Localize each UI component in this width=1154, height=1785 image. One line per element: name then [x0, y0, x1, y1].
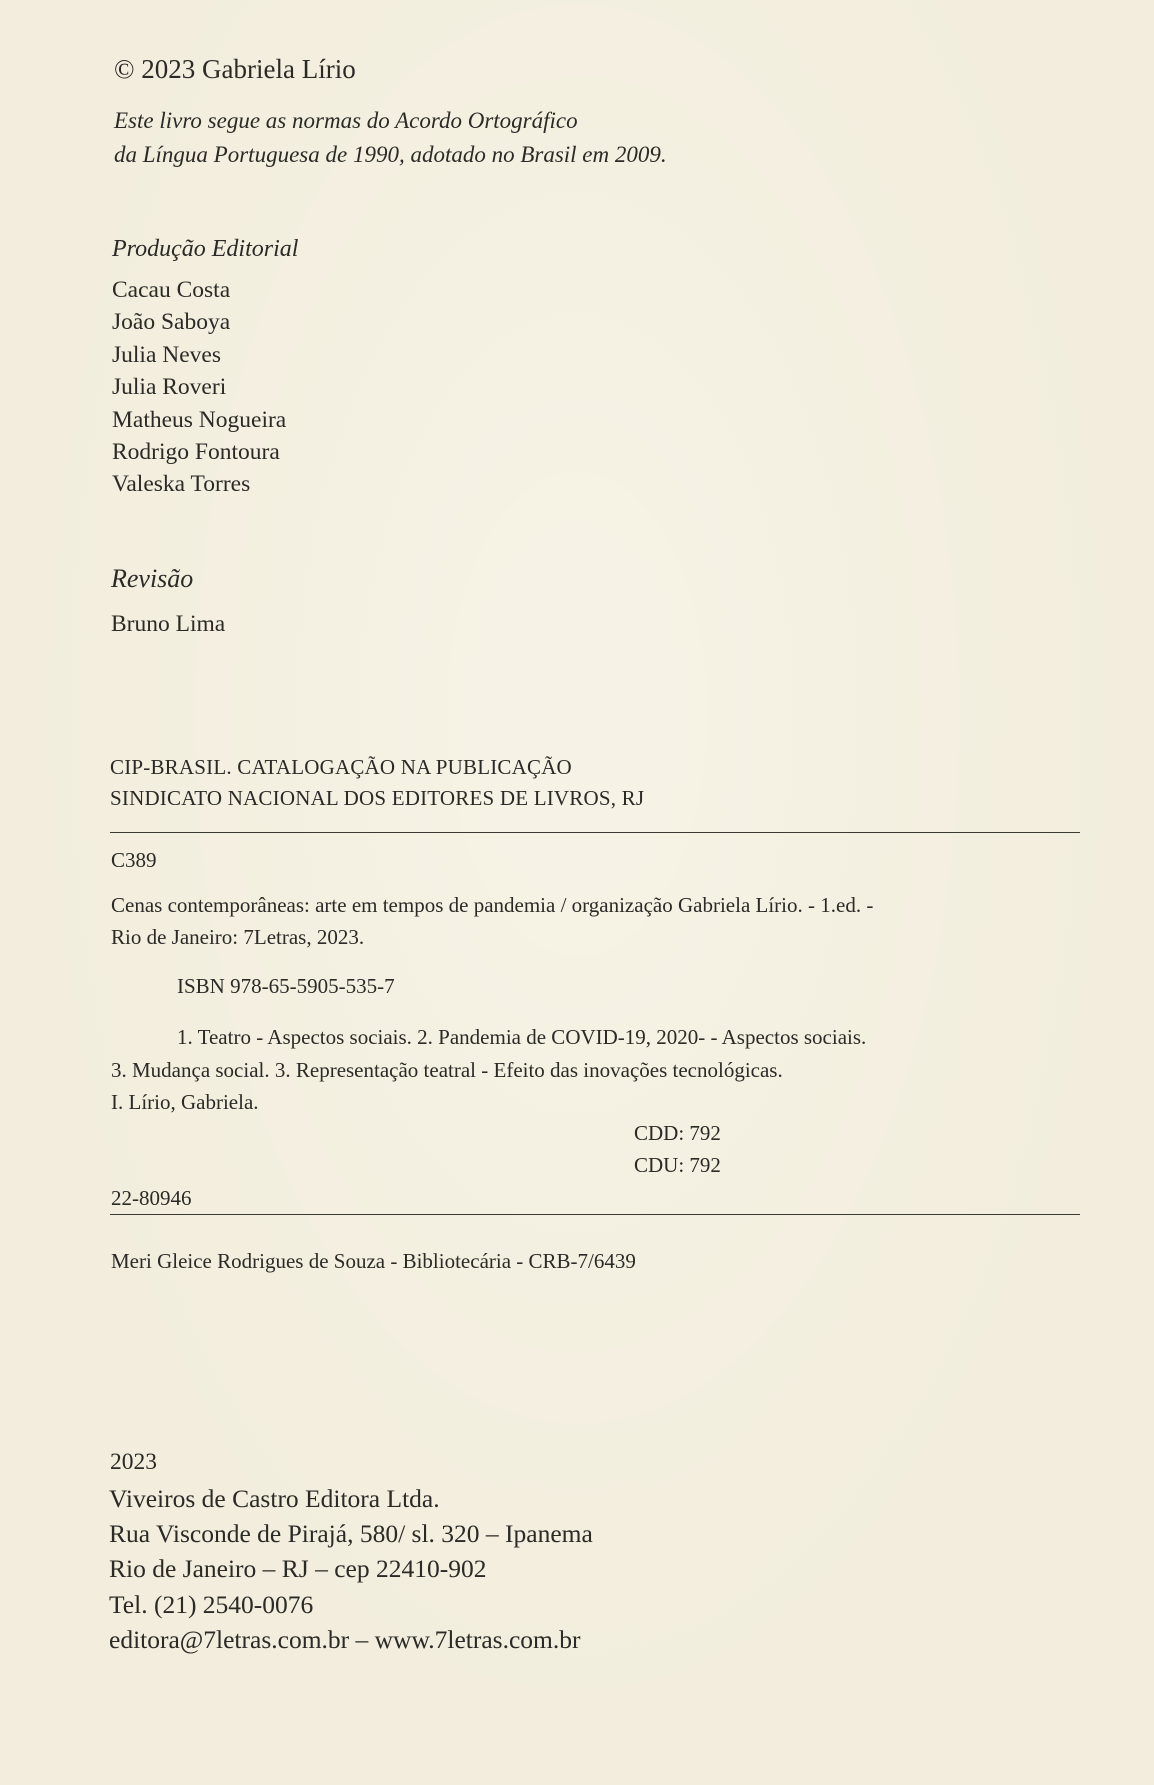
call-number: C389 — [111, 848, 157, 872]
publisher-contact: editora@7letras.com.br – www.7letras.com.br — [109, 1624, 581, 1654]
orthography-note-line: da Língua Portuguesa de 1990, adotado no Brasil em 2009. — [114, 142, 667, 167]
cip-header-line: SINDICATO NACIONAL DOS EDITORES DE LIVROS, RJ — [110, 786, 645, 810]
orthography-note-line: Este livro segue as normas do Acordo Ortográfico — [114, 108, 578, 133]
cip-header — [110, 752, 644, 814]
publisher-info — [109, 1481, 593, 1657]
isbn: ISBN 978-65-5905-535-7 — [177, 974, 395, 998]
publisher-address: Rua Visconde de Pirajá, 580/ sl. 320 – Ipanema — [109, 1519, 593, 1549]
cdu-classification: CDU: 792 — [634, 1153, 721, 1177]
cdd-classification: CDD: 792 — [634, 1121, 721, 1145]
staff-name: Julia Neves — [112, 341, 221, 368]
catalog-bottom-rule — [110, 1214, 1080, 1215]
reviewer-name: Bruno Lima — [111, 611, 226, 637]
revision-heading: Revisão — [111, 564, 194, 593]
description-line: Rio de Janeiro: 7Letras, 2023. — [111, 925, 365, 949]
staff-name: Matheus Nogueira — [112, 406, 287, 433]
copyright-notice: © 2023 Gabriela Lírio — [114, 54, 356, 84]
staff-name: João Saboya — [112, 309, 231, 336]
subject-line: I. Lírio, Gabriela. — [111, 1090, 259, 1114]
description-line: Cenas contemporâneas: arte em tempos de pandemia / organização Gabriela Lírio. - 1.ed. - — [111, 893, 874, 917]
record-number: 22-80946 — [111, 1186, 192, 1210]
subject-line: 3. Mudança social. 3. Representação teatral - Efeito das inovações tecnológicas. — [111, 1057, 783, 1082]
publication-year: 2023 — [110, 1449, 157, 1475]
cip-header-line: CIP-BRASIL. CATALOGAÇÃO NA PUBLICAÇÃO — [110, 755, 572, 779]
orthography-note — [114, 104, 667, 172]
subject-line: 1. Teatro - Aspectos sociais. 2. Pandemia de COVID-19, 2020- - Aspectos sociais. — [177, 1025, 867, 1049]
catalog-description — [111, 889, 873, 953]
librarian-credit: Meri Gleice Rodrigues de Souza - Bibliotecária - CRB-7/6439 — [111, 1249, 636, 1273]
production-staff-list — [112, 274, 286, 501]
staff-name: Julia Roveri — [112, 374, 227, 401]
production-heading: Produção Editorial — [112, 236, 299, 262]
staff-name: Valeska Torres — [112, 471, 251, 498]
subject-headings — [111, 1021, 866, 1119]
publisher-name: Viveiros de Castro Editora Ltda. — [109, 1484, 440, 1513]
publisher-city: Rio de Janeiro – RJ – cep 22410-902 — [109, 1554, 487, 1584]
staff-name: Cacau Costa — [112, 277, 231, 303]
staff-name: Rodrigo Fontoura — [112, 439, 280, 466]
publisher-phone: Tel. (21) 2540-0076 — [109, 1589, 314, 1619]
catalog-top-rule — [110, 832, 1080, 833]
